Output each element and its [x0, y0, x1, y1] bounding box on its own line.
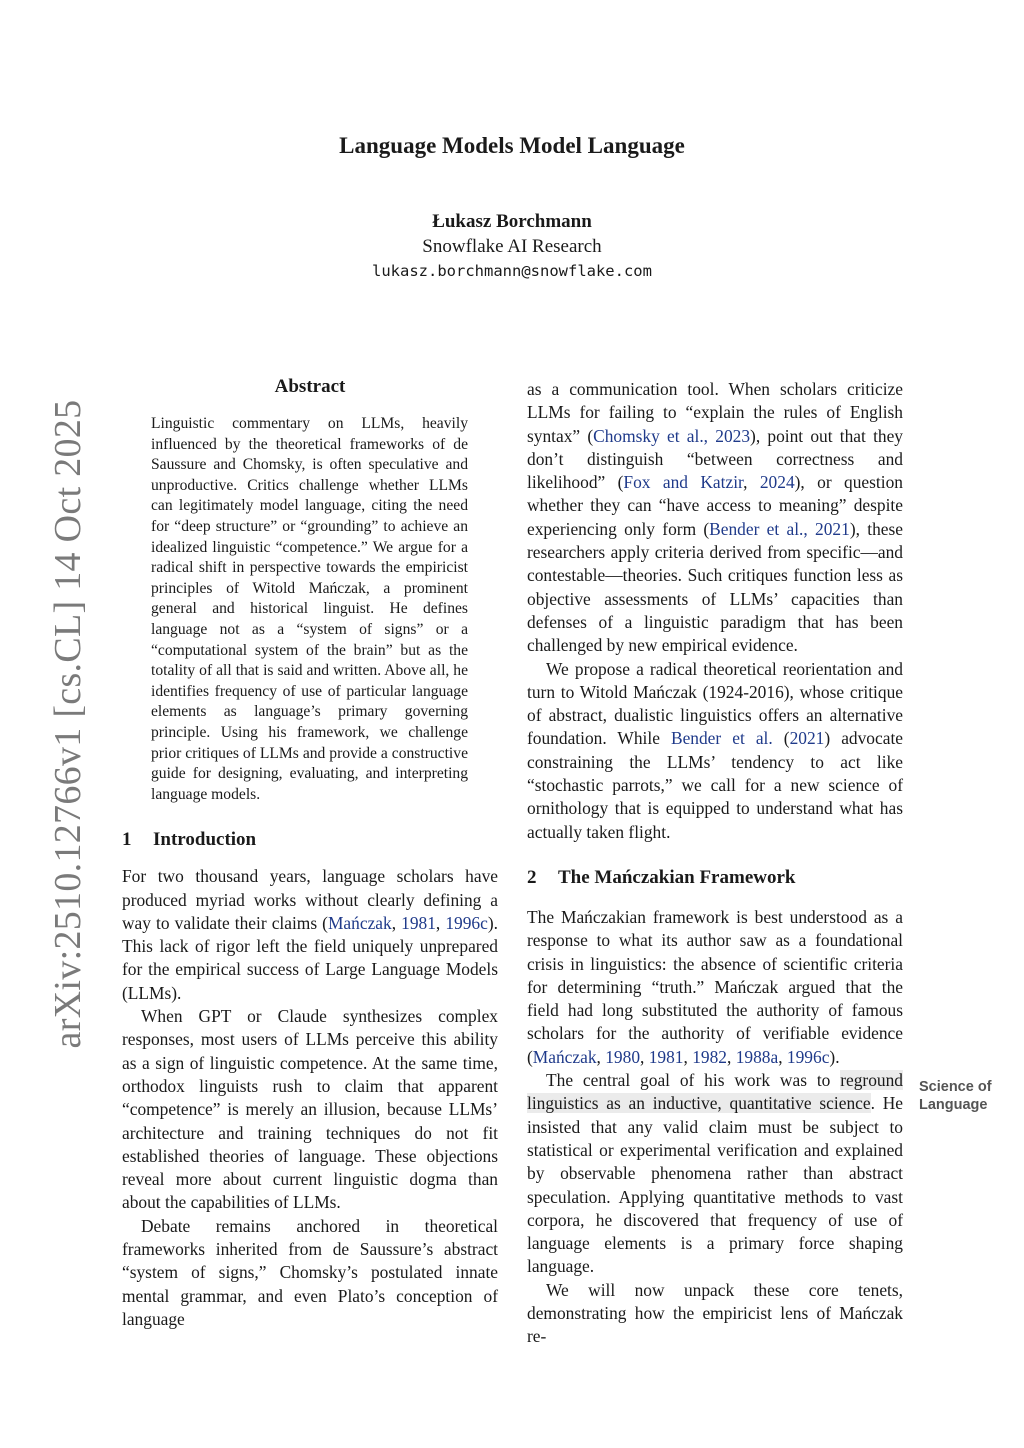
- citation-link[interactable]: 1981: [648, 1046, 684, 1067]
- right-column: [527, 378, 903, 1349]
- arxiv-identifier-stamp[interactable]: arXiv:2510.12766v1 [cs.CL] 14 Oct 2025: [47, 399, 89, 1049]
- highlighted-passage[interactable]: reground linguistics as an inductive, quantitative science: [527, 1070, 903, 1114]
- section-title: Introduction: [153, 829, 257, 851]
- citation-link[interactable]: Bender et al.: [670, 728, 773, 749]
- citation-link[interactable]: 1982: [692, 1046, 727, 1067]
- section-number: 2: [527, 866, 537, 888]
- intro-paragraph-2: When GPT or Claude synthesizes complex responses, most users of LLMs perceive this ability as a sign of linguistic competence. At the same time, orthodox linguists rush to claim that apparent “competence” is merely an illusion, because LLMs’ architecture and training techniques do not fit established theories of language. These objections reveal more about current linguistic dogma than about the capabilities of LLMs.: [122, 1006, 498, 1213]
- citation-link[interactable]: Fox and Katzir: [623, 472, 744, 493]
- paper-title: Language Models Model Language: [339, 133, 685, 158]
- citation-link[interactable]: Mańczak: [327, 912, 392, 933]
- intro-paragraph-3-continued: as a communication tool. When scholars criticize LLMs for failing to “explain the rules of English syntax” (Chomsky et al., 2023), point out that they don’t distinguish “between correctness and likelihood” (Fox and Katzir, 2024), or question whether they can “have access to meaning” despite experiencing only form (Bender et al., 2021), these researchers apply criteria derived from specific—and contestable—theories. Such critiques function less as objective assessments of LLMs’ capacities than defenses of a linguistic paradigm that has been challenged by new empirical evidence.: [527, 379, 904, 656]
- framework-paragraph-2: The central goal of his work was to reground linguistics as an inductive, quantitative science. He insisted that any valid claim must be subject to statistical or experimental verification and explained by observable phenomena rather than abstract speculation. Applying quantitative methods to vast corpora, he discovered that frequency of use of language elements is a primary force shaping language.: [527, 1070, 903, 1277]
- citation-link[interactable]: 1988a: [735, 1046, 779, 1067]
- abstract-body: Linguistic commentary on LLMs, heavily influenced by the theoretical frameworks of de Saussure and Chomsky, is often speculative and unproductive. Critics challenge whether LLMs can legitimately model language, citing the need for “deep structure” or “grounding” to achieve an idealized linguistic “competence.” We argue for a radical shift in perspective towards the empiricist principles of Witold Mańczak, a prominent general and historical linguist. He defines language not as a “system of signs” or a “computational system of the brain” but as the totality of all that is said and written. Above all, he identifies frequency of use of particular language elements as language’s primary governing principle. Using his framework, we challenge prior critiques of LLMs and provide a constructive guide for designing, evaluating, and interpreting language models.: [151, 415, 468, 803]
- section-title: The Mańczakian Framework: [558, 866, 796, 888]
- framework-paragraph-1: The Mańczakian framework is best understood as a response to what its author saw as a foundational crisis in linguistics: the absence of scientific criteria for determining “truth.” Mańczak argued that the field had long substituted the authority of famous scholars for the authority of verifiable evidence (Mańczak, 1980, 1981, 1982, 1988a, 1996c).: [527, 906, 903, 1067]
- abstract-heading: Abstract: [274, 376, 346, 397]
- citation-link[interactable]: Chomsky et al., 2023: [593, 425, 751, 446]
- intro-paragraph-4: We propose a radical theoretical reorientation and turn to Witold Mańczak (1924-2016), whose critique of abstract, dualistic linguistics offers an alternative foundation. While Bender et al. (2021) advocate constraining the LLMs’ tendency to act like “stochastic parrots,” we call for a new science of ornithology that is equipped to understand what has actually taken flight.: [527, 658, 903, 842]
- section-1-heading: [122, 827, 498, 853]
- left-column: [122, 374, 498, 1331]
- citation-link[interactable]: 2024: [759, 472, 795, 493]
- section-2-heading: [527, 865, 903, 891]
- citation-link[interactable]: 1996c: [786, 1046, 830, 1067]
- framework-paragraph-3: We will now unpack these core tenets, demonstrating how the empiricist lens of Mańczak re-: [527, 1279, 903, 1347]
- citation-link[interactable]: 1996c: [445, 912, 488, 933]
- margin-annotation[interactable]: Science of Language: [919, 1079, 992, 1113]
- citation-link[interactable]: 1980: [605, 1046, 641, 1067]
- intro-paragraph-1: For two thousand years, language scholars have produced myriad works without clearly defining a way to validate their claims (Mańczak, 1981, 1996c). This lack of rigor left the field uniquely unprepared for the empirical success of Large Language Models (LLMs).: [122, 866, 498, 1003]
- citation-link[interactable]: Mańczak: [532, 1046, 597, 1067]
- citation-link[interactable]: 1981: [401, 912, 436, 933]
- author-affiliation: Snowflake AI Research: [422, 236, 602, 257]
- citation-link[interactable]: 2021: [789, 728, 825, 749]
- author-email[interactable]: lukasz.borchmann@snowflake.com: [372, 262, 652, 280]
- section-number: 1: [122, 829, 132, 851]
- author-name: Łukasz Borchmann: [432, 211, 592, 232]
- citation-link[interactable]: Bender et al., 2021: [709, 518, 850, 539]
- intro-paragraph-3-start: Debate remains anchored in theoretical frameworks inherited from de Saussure’s abstract “system of signs,” Chomsky’s postulated innate mental grammar, and even Plato’s conception of language: [122, 1215, 498, 1329]
- author-block: [0, 210, 1024, 284]
